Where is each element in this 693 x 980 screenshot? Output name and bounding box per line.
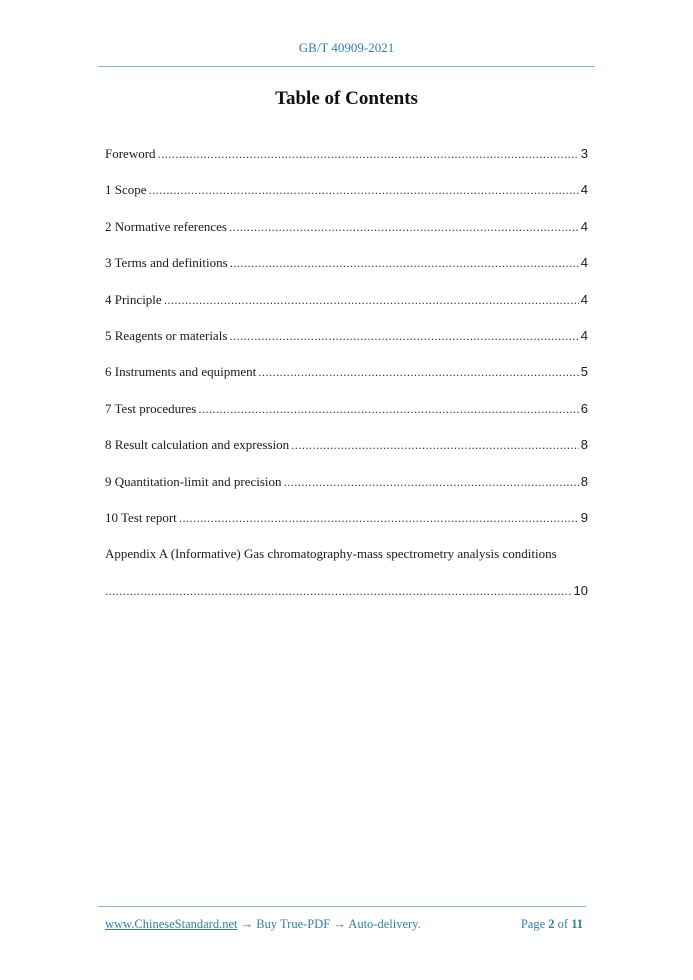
toc-leader-dots: [164, 293, 579, 307]
toc-leader-dots: [229, 220, 579, 234]
toc-entry-principle[interactable]: [105, 292, 588, 328]
toc-entry-label: Foreword: [105, 146, 156, 161]
toc-leader-dots: [158, 147, 579, 161]
toc-entry-result-calculation[interactable]: [105, 437, 588, 473]
footer-rule: [98, 906, 586, 907]
toc-leader-dots: [198, 402, 578, 416]
toc-entry-quantitation-limit[interactable]: [105, 474, 588, 510]
toc-entry-label: 2 Normative references: [105, 218, 227, 234]
toc-entry-label: 8 Result calculation and expression: [105, 437, 290, 453]
toc-entry-label: 3 Terms and definitions: [105, 255, 228, 271]
toc-entry-reagents-materials[interactable]: [105, 328, 588, 364]
toc-entry-test-report[interactable]: [105, 510, 588, 546]
toc-entry-page: 4: [580, 255, 588, 271]
toc-leader-dots: [105, 584, 572, 598]
toc-leader-dots: [291, 438, 579, 452]
footer-buy-link[interactable]: → Buy True-PDF: [240, 917, 331, 931]
toc-entry-appendix-a-title[interactable]: [105, 546, 588, 582]
toc-entry-label: 5 Reagents or materials: [105, 327, 228, 343]
toc-leader-dots: [230, 256, 579, 270]
toc-entry-page: 6: [580, 400, 588, 416]
toc-entry-page: 10: [573, 582, 588, 598]
page-word: Page: [520, 917, 546, 931]
toc-entry-test-procedures[interactable]: [105, 401, 588, 437]
toc-entry-label: 4 Principle: [105, 291, 162, 307]
header-rule: [98, 66, 595, 67]
header-code: GB/T 40909-2021: [298, 40, 395, 55]
footer-page-indicator: [521, 917, 583, 932]
toc-leader-dots: [149, 183, 579, 197]
page-current: 2: [548, 917, 555, 931]
footer-site-link[interactable]: www.ChineseStandard.net: [105, 917, 238, 931]
of-word: of: [557, 917, 569, 931]
toc-entry-label: Appendix A (Informative) Gas chromatography-mass spectrometry analysis conditions: [105, 546, 557, 562]
toc-list: [105, 146, 588, 619]
toc-leader-dots: [229, 329, 578, 343]
footer-promo: [105, 917, 421, 932]
toc-entry-page: 4: [580, 327, 588, 343]
toc-entry-label: 9 Quantitation-limit and precision: [105, 473, 282, 489]
toc-entry-label: 6 Instruments and equipment: [105, 364, 257, 380]
toc-entry-page: 4: [580, 291, 588, 307]
toc-entry-appendix-a-page[interactable]: [105, 583, 588, 619]
toc-entry-page: 8: [580, 473, 588, 489]
page-total: 11: [571, 917, 583, 931]
toc-entry-page: 4: [580, 182, 588, 198]
toc-entry-page: 9: [580, 509, 588, 525]
toc-entry-page: 4: [580, 218, 588, 234]
toc-entry-instruments-equipment[interactable]: [105, 364, 588, 400]
toc-entry-label: 7 Test procedures: [105, 400, 197, 416]
toc-entry-label: 1 Scope: [105, 182, 147, 198]
toc-entry-page: 5: [580, 364, 588, 380]
toc-entry-foreword[interactable]: [105, 146, 588, 182]
toc-entry-terms-definitions[interactable]: [105, 255, 588, 291]
toc-entry-page: 3: [580, 146, 588, 161]
footer-delivery-text: → Auto-delivery.: [333, 917, 421, 931]
toc-entry-page: 8: [580, 437, 588, 453]
toc-leader-dots: [258, 365, 578, 379]
toc-entry-label: 10 Test report: [105, 509, 177, 525]
toc-leader-dots: [179, 511, 579, 525]
toc-entry-normative-references[interactable]: [105, 219, 588, 255]
toc-entry-scope[interactable]: [105, 182, 588, 218]
toc-leader-dots: [284, 475, 579, 489]
toc-title: Table of Contents: [275, 88, 418, 109]
